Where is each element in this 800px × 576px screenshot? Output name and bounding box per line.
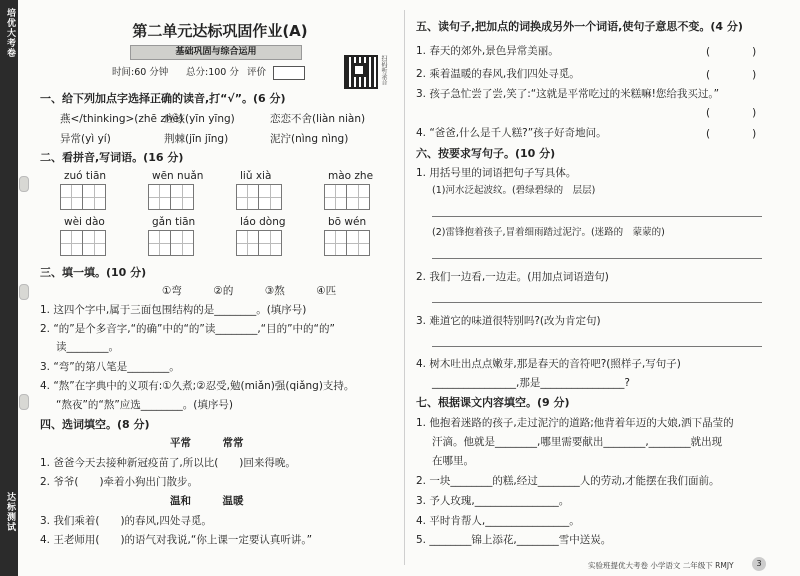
column-divider [404,10,405,565]
pinyin-prompt: wèi dào [64,216,105,228]
spine-bar [0,0,18,576]
question-text: 4. 平时肯帮人,________________。 [416,515,580,527]
score-label: 评价 [247,67,267,78]
pinyin-choice[interactable]: 燕</thinking>(zhē zhè) [60,113,184,125]
question-text: ________________,那是________________? [432,377,630,389]
binding-hole [19,394,29,410]
answer-line[interactable] [432,258,762,259]
writing-grid[interactable] [324,230,370,256]
pinyin-prompt: zuó tiān [64,170,107,182]
question-text: 1. 他抱着迷路的孩子,走过泥泞的道路;他背着年迈的大娘,洒下晶莹的 [416,417,734,429]
question-text: 3. 予人玫瑰,________________。 [416,495,570,507]
question-text: (2)雷锋抱着孩子,冒着细雨踏过泥泞。(迷路的 蒙蒙的) [432,227,665,238]
pinyin-prompt: láo dòng [240,216,286,228]
question-text: 4. 树木吐出点点嫩芽,那是春天的音符吧?(照样子,写句子) [416,358,681,370]
question-text: 4. “爸爸,什么是千人糕?”孩子好奇地问。 [416,127,607,139]
question-text: 3. 孩子急忙尝了尝,笑了:“这就是平常吃过的米糕嘛!您给我买过。” [416,88,720,100]
pinyin-prompt: bō wén [328,216,367,228]
question-text: 3. “弯”的第八笔是________。 [40,361,180,373]
answer-parens[interactable]: ( ) [706,128,757,140]
pinyin-choice[interactable]: 恋恋不舍(liàn niàn) [270,113,366,125]
question-text: 4. 王老师用( )的语气对我说,“你上课一定要认真听讲。” [40,534,313,546]
question-text: 4. “熬”在字典中的义项有:①久煮;②忍受,勉(miǎn)强(qiǎng)支持。 [40,380,355,392]
writing-grid[interactable] [236,230,282,256]
section-4-title: 四、选词填空。(8 分) [40,418,150,431]
question-text: 1. 这四个字中,属于三面包围结构的是________。(填序号) [40,304,307,316]
question-text: 2. 一块________的糕,经过________人的劳动,才能摆在我们面前。 [416,475,720,487]
section-3-title: 三、填一填。(10 分) [40,266,147,279]
section-1-title: 一、给下列加点字选择正确的读音,打“√”。(6 分) [40,92,286,105]
answer-line[interactable] [432,302,762,303]
pinyin-prompt: wēn nuǎn [152,170,204,182]
writing-grid[interactable] [60,184,106,210]
question-text: “熬夜”的“熬”应选________。(填序号) [56,399,233,411]
pinyin-prompt: liǔ xià [240,170,272,182]
section-7-title: 七、根据课文内容填空。(9 分) [416,396,570,409]
answer-line[interactable] [432,216,762,217]
page-number: 3 [752,557,766,571]
spine-brand: 培优大考卷 [5,8,15,58]
question-text: 2. 我们一边看,一边走。(用加点词语造句) [416,271,609,283]
spine-label: 达标测试 [5,492,15,532]
writing-grid[interactable] [148,184,194,210]
total-label: 总分:100 分 [186,67,239,78]
pinyin-prompt: gǎn tiān [152,216,196,228]
section-6-title: 六、按要求写句子。(10 分) [416,147,556,160]
pinyin-choice[interactable]: 泥泞(nìng nìng) [270,133,349,145]
qr-note: 扫码听录音 [380,55,387,85]
pinyin-choice[interactable]: 荆棘(jīn jīng) [164,133,229,145]
section-5-title: 五、读句子,把加点的词换成另外一个词语,使句子意思不变。(4 分) [416,20,743,33]
question-text: 2. 乘着温暖的春风,我们四处寻觅。 [416,68,580,80]
writing-grid[interactable] [148,230,194,256]
pinyin-choice[interactable]: 异常(yì yí) [60,133,111,145]
time-label: 时间:60 分钟 [112,67,169,78]
binding-hole [19,176,29,192]
footer-text: 实验班提优大考卷 小学语文 二年级下 RMJY [588,561,734,570]
character-list: ①弯 ②的 ③熬 ④匹 [162,285,337,297]
qr-code [344,55,378,89]
writing-grid[interactable] [60,230,106,256]
section-2-title: 二、看拼音,写词语。(16 分) [40,151,184,164]
word-pair: 温和 温暖 [170,495,244,507]
section-band: 基础巩固与综合运用 [130,45,302,60]
pinyin-choice[interactable]: 应该(yīn yīng) [164,113,235,125]
binding-hole [19,284,29,300]
answer-parens[interactable]: ( ) [706,107,757,119]
question-text: 1. 爸爸今天去接种新冠疫苗了,所以比( )回来得晚。 [40,457,296,469]
answer-line[interactable] [432,346,762,347]
word-pair: 平常 常常 [170,437,244,449]
score-box[interactable] [273,66,305,80]
question-text: 1. 春天的郊外,景色异常美丽。 [416,45,559,57]
question-text: 1. 用括号里的词语把句子写具体。 [416,167,577,179]
answer-parens[interactable]: ( ) [706,46,757,58]
writing-grid[interactable] [324,184,370,210]
writing-grid[interactable] [236,184,282,210]
question-text: (1)河水泛起波纹。(碧绿碧绿的 层层) [432,185,596,196]
question-text: 在哪里。 [432,455,474,467]
answer-parens[interactable]: ( ) [706,69,757,81]
question-text: 3. 我们乘着( )的春风,四处寻觅。 [40,515,212,527]
question-text: 3. 难道它的味道很特别吗?(改为肯定句) [416,315,601,327]
question-text: 2. “的”是个多音字,“的确”中的“的”读________,“目的”中的“的” [40,323,335,335]
question-text: 读________。 [56,341,119,353]
pinyin-prompt: mào zhe [328,170,374,182]
question-text: 2. 爷爷( )牵着小狗出门散步。 [40,476,199,488]
question-text: 5. ________锦上添花,________雪中送炭。 [416,534,612,546]
page-title: 第二单元达标巩固作业(A) [132,22,308,40]
question-text: 汗滴。他就是________,哪里需要献出________,________就出现 [432,436,723,448]
